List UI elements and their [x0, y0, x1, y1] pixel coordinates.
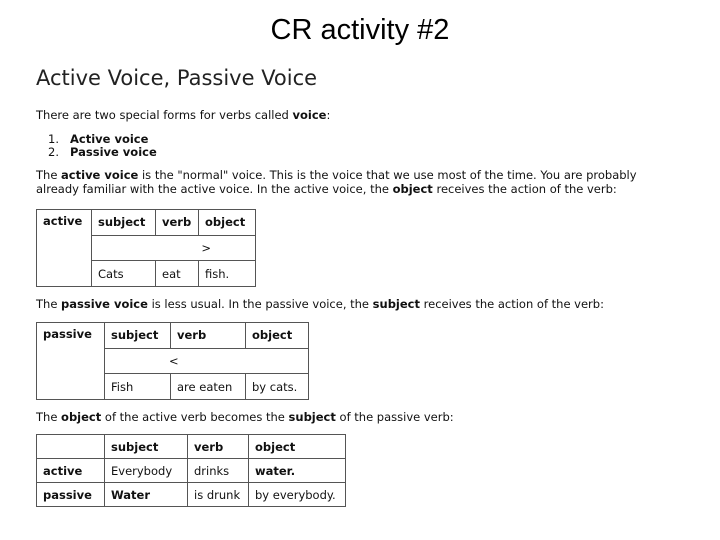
table-cell: Everybody	[105, 459, 188, 483]
page-heading: Active Voice, Passive Voice	[36, 66, 318, 90]
table-cell: object	[246, 323, 309, 349]
passive-voice-paragraph: The passive voice is less usual. In the passive voice, the subject receives the action of the verb:	[36, 297, 604, 311]
table-cell: verb	[188, 435, 249, 459]
table-cell: subject	[92, 210, 156, 236]
table-cell: water.	[249, 459, 346, 483]
table-cell: Fish	[105, 374, 171, 400]
list-item: 2. Passive voice	[48, 145, 157, 159]
table-cell: subject	[105, 435, 188, 459]
list-item: 1. Active voice	[48, 132, 149, 146]
intro-paragraph: There are two special forms for verbs called voice:	[36, 108, 331, 122]
table-cell: passive	[37, 323, 105, 400]
voice-list	[48, 133, 157, 159]
table-cell: verb	[171, 323, 246, 349]
table-cell: active	[37, 210, 92, 287]
table-cell: object	[199, 210, 256, 236]
active-voice-paragraph: The active voice is the "normal" voice. This is the voice that we use most of the time. You are probably already familiar with the active voice. In the active voice, the object receives the action of the verb:	[36, 168, 637, 196]
comparison-table	[36, 434, 346, 507]
passive-voice-table	[36, 322, 309, 400]
arrow-cell: >	[92, 235, 256, 261]
table-cell: subject	[105, 323, 171, 349]
table-cell: Water	[105, 483, 188, 507]
table-cell	[37, 435, 105, 459]
table-cell: by cats.	[246, 374, 309, 400]
table-cell: eat	[156, 261, 199, 287]
object-subject-paragraph: The object of the active verb becomes the subject of the passive verb:	[36, 410, 454, 424]
active-voice-table	[36, 209, 256, 287]
slide-title: CR activity #2	[270, 14, 450, 46]
table-cell: verb	[156, 210, 199, 236]
table-cell: fish.	[199, 261, 256, 287]
table-cell: active	[37, 459, 105, 483]
table-cell: are eaten	[171, 374, 246, 400]
table-cell: object	[249, 435, 346, 459]
table-cell: is drunk	[188, 483, 249, 507]
table-cell: by everybody.	[249, 483, 346, 507]
table-cell: drinks	[188, 459, 249, 483]
table-cell: Cats	[92, 261, 156, 287]
table-cell: passive	[37, 483, 105, 507]
arrow-cell: <	[105, 348, 309, 374]
